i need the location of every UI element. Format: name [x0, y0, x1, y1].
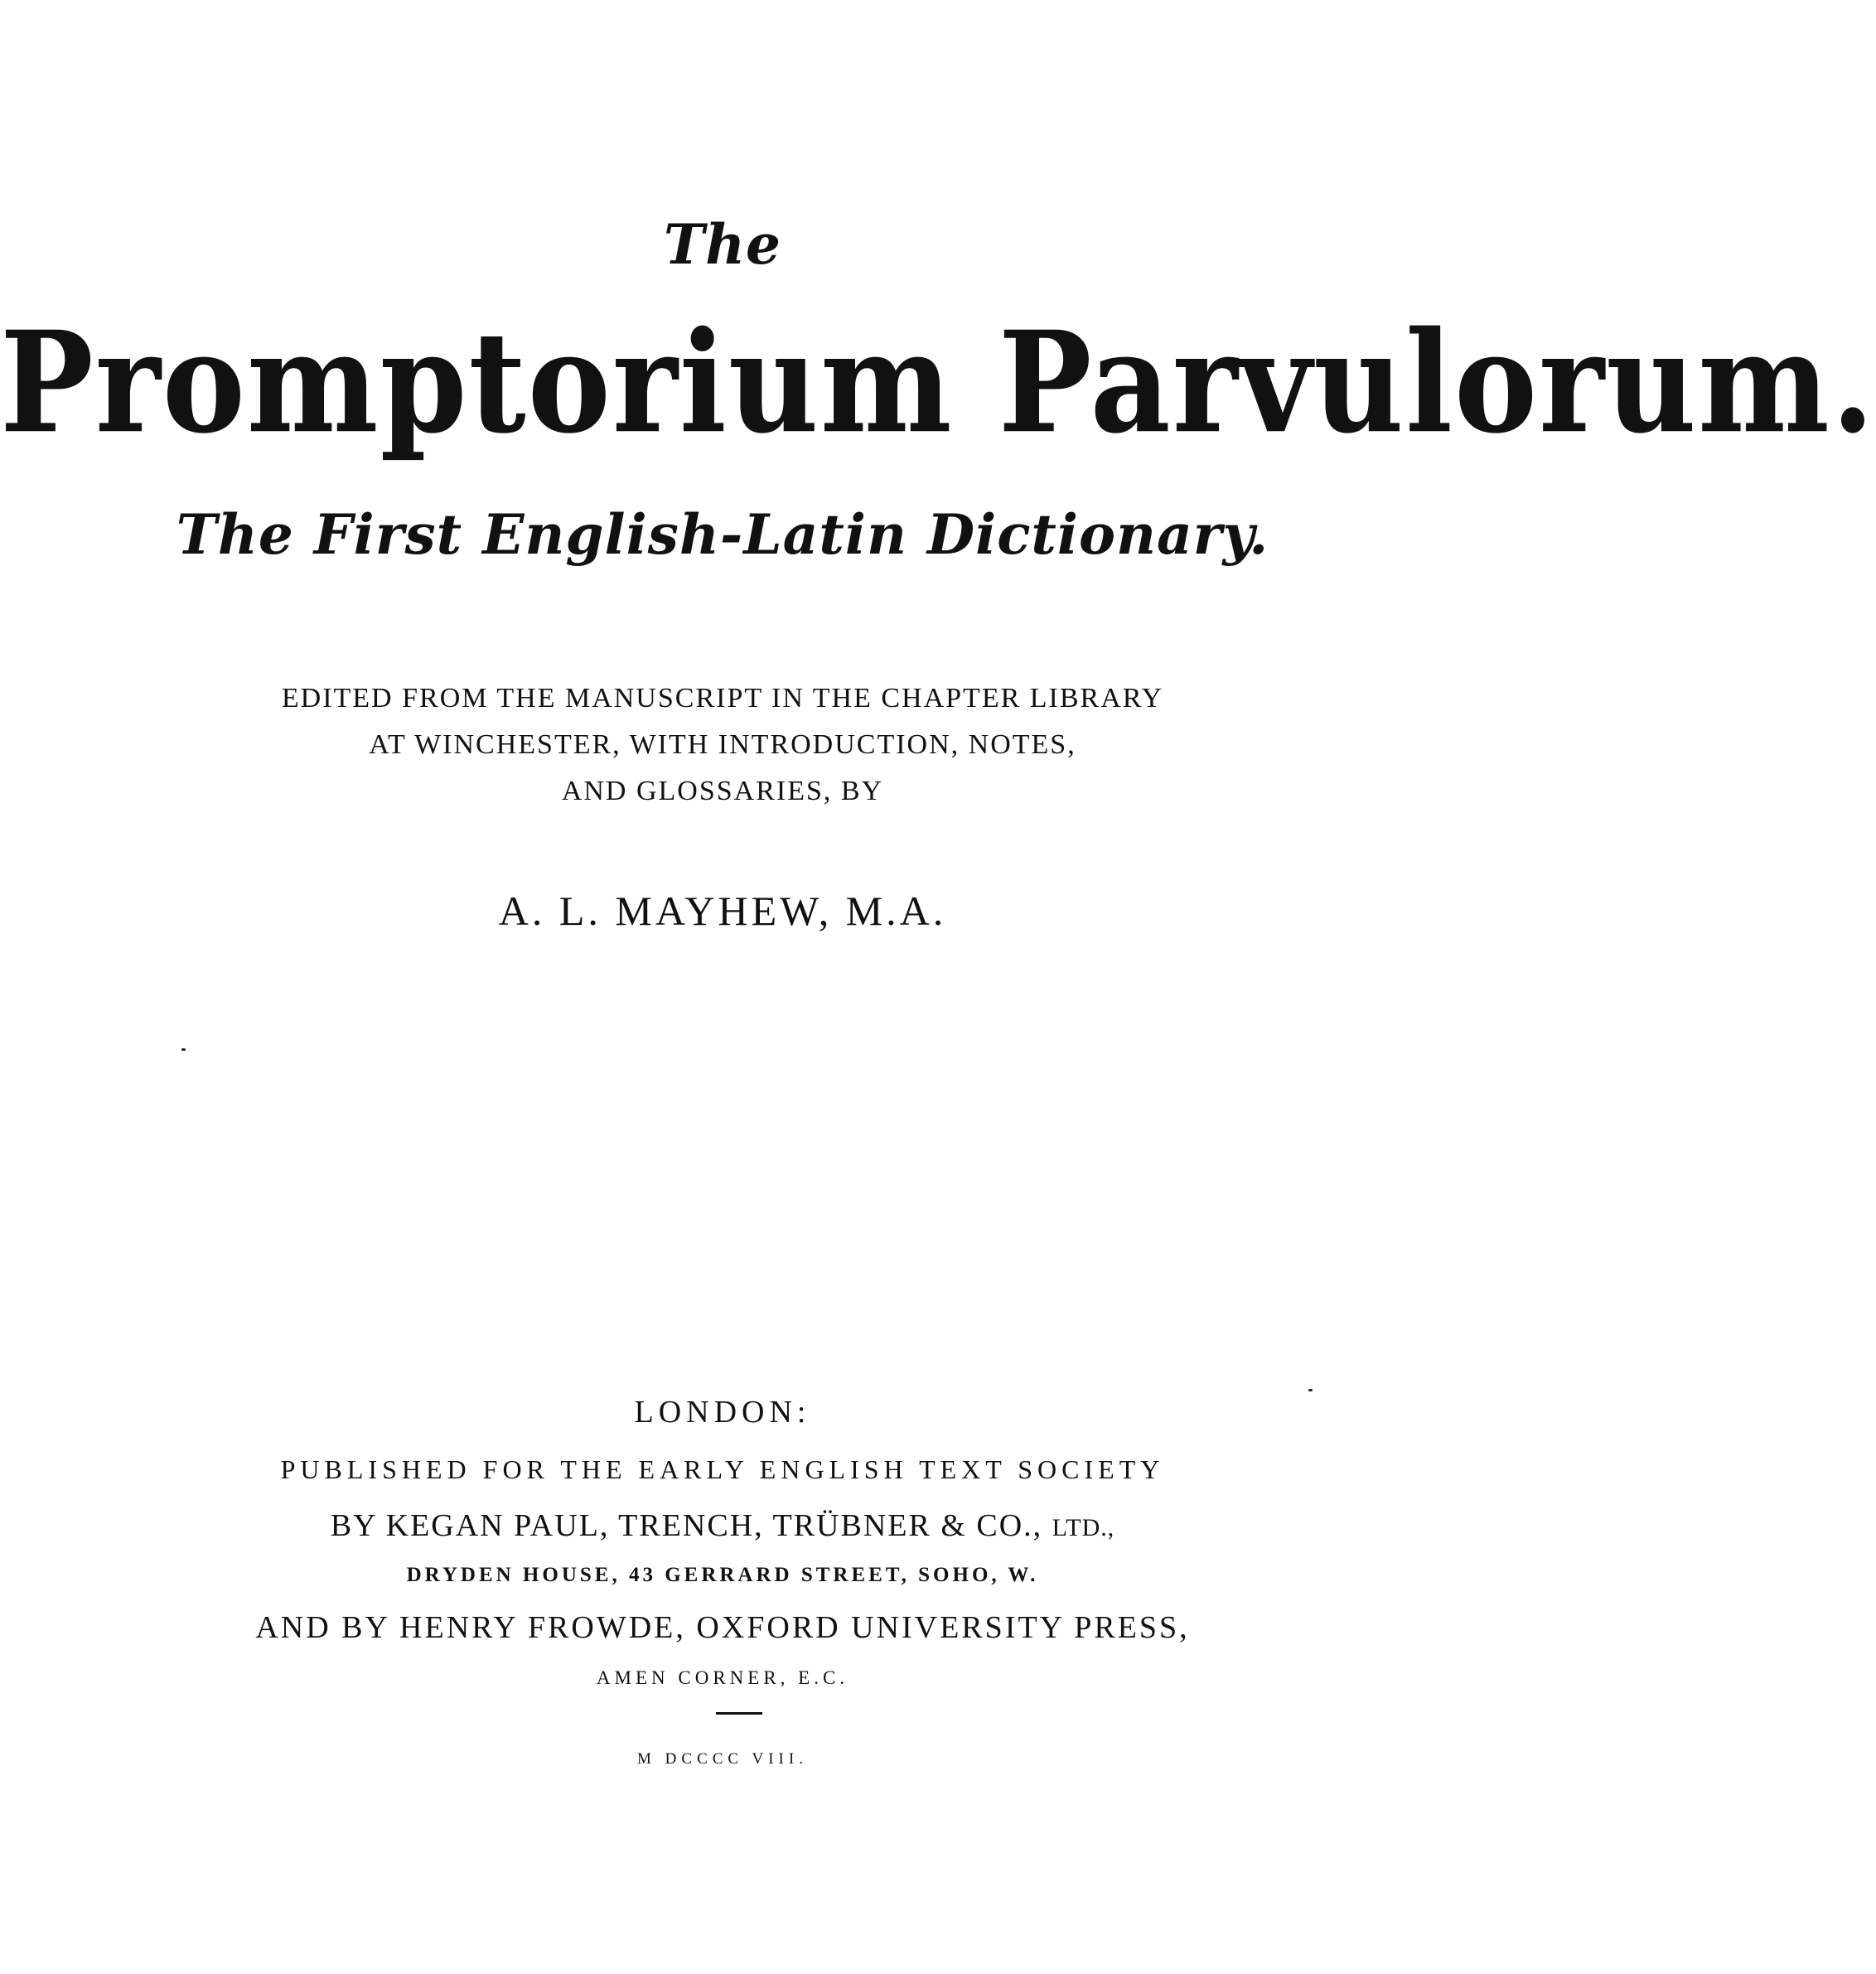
book-subtitle: The First English-Latin Dictionary.: [176, 502, 1269, 567]
divider-rule: [716, 1712, 762, 1715]
title-the: The: [663, 212, 782, 277]
imprint-publisher: [0, 1510, 1445, 1541]
print-speck: [1308, 1389, 1313, 1391]
editor-name: A. L. MAYHEW, M.A.: [498, 888, 947, 934]
imprint-publisher-ltd: LTD.,: [1052, 1514, 1115, 1541]
imprint-copublisher: AND BY HENRY FROWDE, OXFORD UNIVERSITY PRESS,: [255, 1610, 1190, 1645]
imprint-city: LONDON:: [634, 1395, 811, 1430]
edited-note-line-3: AND GLOSSARIES, BY: [561, 776, 884, 806]
print-speck: [181, 1048, 186, 1051]
imprint-published-for: PUBLISHED FOR THE EARLY ENGLISH TEXT SOCIETY: [280, 1454, 1165, 1484]
edited-note-line-2: AT WINCHESTER, WITH INTRODUCTION, NOTES,: [369, 729, 1076, 760]
imprint-copublisher-address: AMEN CORNER, E.C.: [596, 1667, 849, 1688]
edited-note-line-1: EDITED FROM THE MANUSCRIPT IN THE CHAPTER LIBRARY: [281, 683, 1164, 714]
book-title: Promptorium Parvulorum.: [0, 301, 1876, 465]
imprint-publisher-address: DRYDEN HOUSE, 43 GERRARD STREET, SOHO, W.: [406, 1564, 1039, 1586]
publication-date: M DCCCC VIII.: [637, 1750, 808, 1768]
imprint-publisher-name: BY KEGAN PAUL, TRENCH, TRÜBNER & CO.,: [330, 1508, 1043, 1543]
